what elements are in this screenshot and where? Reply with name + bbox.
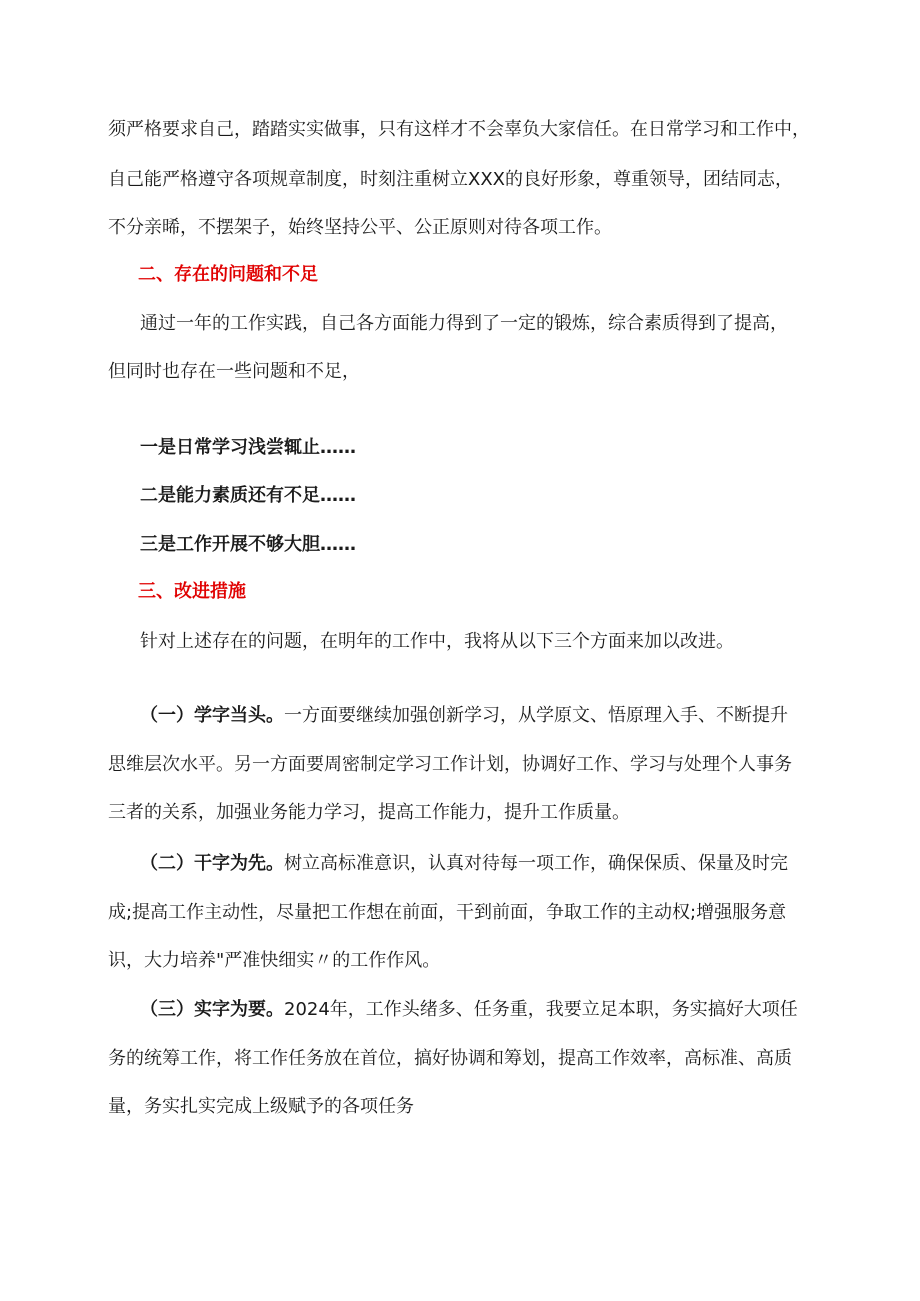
measure-2-line-3: 识，大力培养"严准快细实〃的工作作风。 xyxy=(108,950,441,971)
measure-2-line-2: 成;提高工作主动性，尽量把工作想在前面，干到前面，争取工作的主动权;增强服务意 xyxy=(108,902,787,923)
problems-paragraph-line-1: 通过一年的工作实践，自己各方面能力得到了一定的锻炼，综合素质得到了提高， xyxy=(140,313,788,334)
measure-1-title: （一）学字当头。 xyxy=(140,705,284,726)
measure-2-line-1 xyxy=(140,851,788,877)
measure-3-text: 2024年，工作头绪多、任务重，我要立足本职，务实搞好大项任 xyxy=(284,999,798,1020)
measure-1-line-1 xyxy=(140,703,788,729)
measure-1-line-3: 三者的关系，加强业务能力学习，提高工作能力，提升工作质量。 xyxy=(108,802,630,823)
measures-intro: 针对上述存在的问题，在明年的工作中，我将从以下三个方面来加以改进。 xyxy=(140,631,734,652)
measure-2-text: 树立高标准意识，认真对待每一项工作，确保保质、保量及时完 xyxy=(284,853,788,874)
problem-item-2: 二是能力素质还有不足…… xyxy=(140,485,356,506)
measure-3-line-1 xyxy=(140,997,798,1023)
measure-1-line-2: 思维层次水平。另一方面要周密制定学习工作计划，协调好工作、学习与处理个人事务 xyxy=(108,754,792,775)
intro-line-1: 须严格要求自己，踏踏实实做事，只有这样才不会辜负大家信任。在日常学习和工作中， xyxy=(108,119,810,140)
section-heading-measures: 三、改进措施 xyxy=(138,581,246,602)
measure-1-text: 一方面要继续加强创新学习，从学原文、悟原理入手、不断提升 xyxy=(284,705,788,726)
problem-item-1: 一是日常学习浅尝辄止…… xyxy=(140,437,356,458)
section-heading-problems: 二、存在的问题和不足 xyxy=(138,264,318,285)
measure-3-title: （三）实字为要。 xyxy=(140,999,284,1020)
intro-line-2: 自己能严格遵守各项规章制度，时刻注重树立XXX的良好形象，尊重领导，团结同志， xyxy=(108,169,793,190)
problem-item-3: 三是工作开展不够大胆…… xyxy=(140,534,356,555)
intro-line-3: 不分亲晞，不摆架子，始终坚持公平、公正原则对待各项工作。 xyxy=(108,217,612,238)
measure-2-title: （二）干字为先。 xyxy=(140,853,284,874)
measure-3-line-2: 务的统筹工作，将工作任务放在首位，搞好协调和筹划，提高工作效率，高标准、高质 xyxy=(108,1048,792,1069)
measure-3-line-3: 量，务实扎实完成上级赋予的各项任务 xyxy=(108,1096,414,1117)
problems-paragraph-line-2: 但同时也存在一些问题和不足， xyxy=(108,361,360,382)
